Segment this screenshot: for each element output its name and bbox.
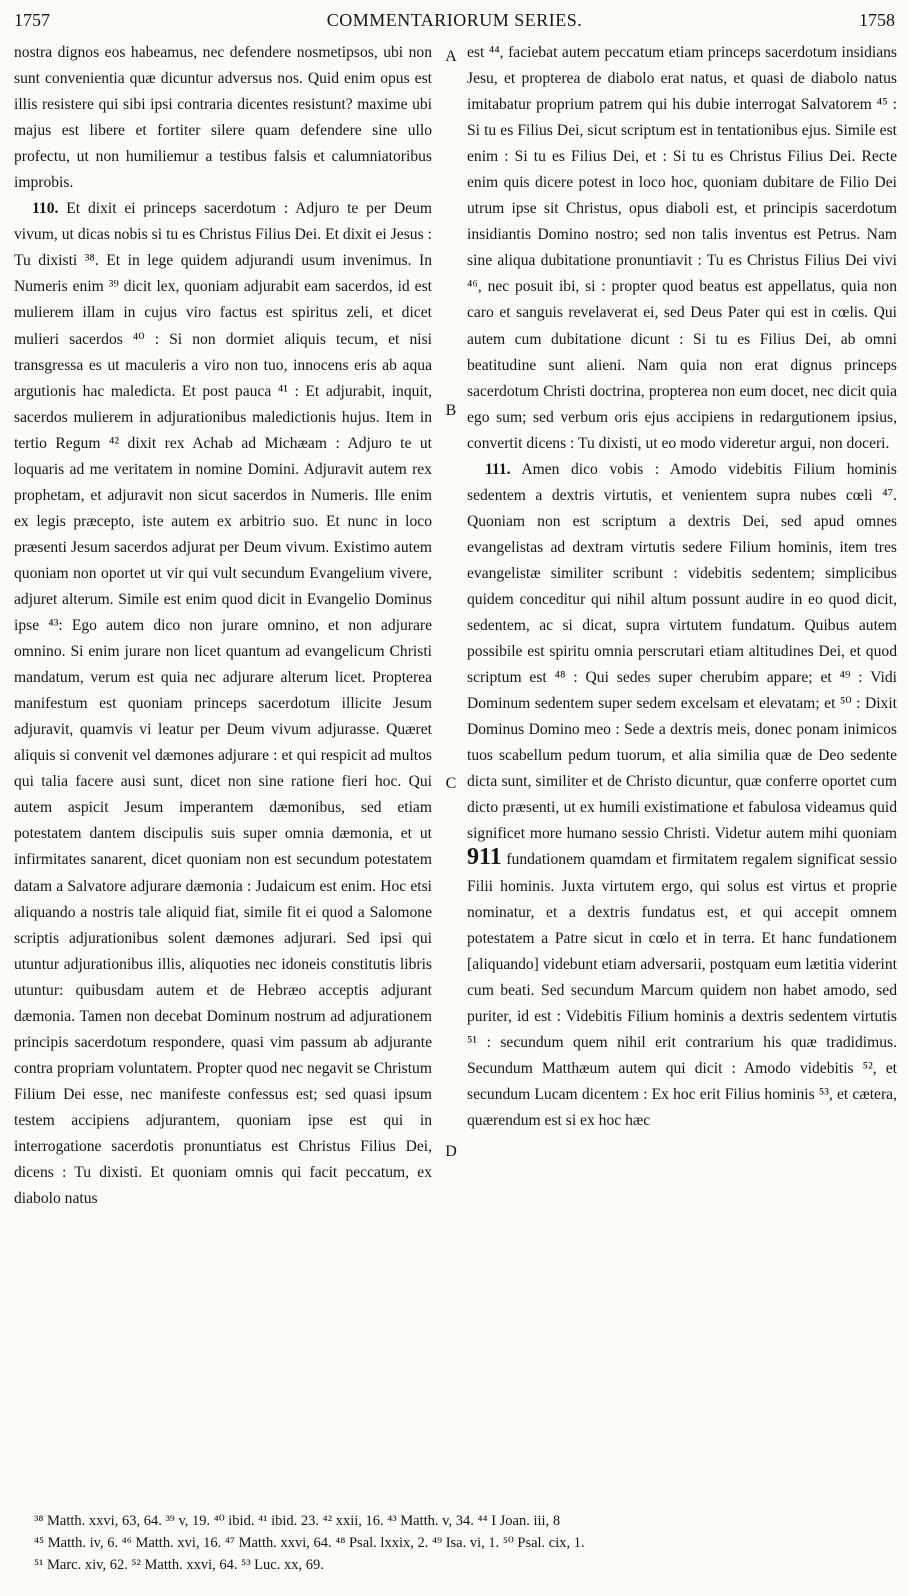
- running-title: COMMENTARIORUM SERIES.: [326, 9, 583, 30]
- margin-letter-d: D: [445, 1143, 457, 1160]
- running-header: [14, 6, 895, 34]
- left-column: [14, 40, 432, 1505]
- margin-letter-b: B: [445, 402, 457, 419]
- page-marker: 911: [467, 844, 502, 871]
- footnote-line: ⁴⁵ Matth. iv, 6. ⁴⁶ Matth. xvi, 16. ⁴⁷ Matth. xxvi, 64. ⁴⁸ Psal. lxxix, 2. ⁴⁹ Isa. vi, 1. ⁵⁰ Psal. cix, 1.: [34, 1535, 585, 1551]
- footnote-line: ⁵¹ Marc. xiv, 62. ⁵² Matth. xxvi, 64. ⁵³ Luc. xx, 69.: [34, 1557, 324, 1573]
- section-number: 110.: [32, 200, 59, 218]
- column-number-right: 1758: [859, 9, 895, 30]
- section-number: 111.: [485, 460, 511, 478]
- margin-letter-c: C: [445, 775, 457, 792]
- paragraph: est ⁴⁴, faciebat autem peccatum etiam princeps sacerdotum insidians Jesu, et propterea de diabolo erat natus, et quasi de diabolo natus imitabatur proprium patrem qui his dubie interrogat Salvatorem ⁴⁵ : Si tu es Filius Dei, sicut scriptum est in tentationibus ejus. Simile est enim : Si tu es Filius Dei, et : Si tu es Christus Filius Dei. Recte enim quis dicere potest in loco hoc, quoniam dubitare de Filio Dei utrum ipse sit Christus, opus diaboli est, et principis sacerdotum insidiantis Domino nostro; sed non talis inventus est Petrus. Nam sine aliqua dubitatione pronuntiavit : Tu es Christus Filius Dei vivi ⁴⁶, nec posuit ibi, si : propter quod beatus est appellatus, quia non caro et sanguis revelaverat ei, sed Deus Pater qui est in cœlis. Qui autem cum dubitatione dicunt : Si tu es Filius Dei, ab omni beatitudine sunt alieni. Nam quia non erat dignus princeps sacerdotum Christi doctrina, propterea non eum docet, nec dicit quia ego sum; sed verbum oris ejus accipiens in redargutionem ipsius, convertit dicens : Tu dixisti, ut eo modo videretur argui, non doceri.: [467, 44, 897, 452]
- paragraph-111: [467, 457, 897, 1134]
- paragraph-text: Et dixit ei princeps sacerdotum : Adjuro te per Deum vivum, ut dicas nobis si tu es Christus Filius Dei. Et dixit ei Jesus : Tu dixisti ³⁸. Et in lege quidem adjurandi usum invenimus. In Numeris enim ³⁹ dicit lex, quoniam adjurabit eam sacerdos, id est mulierem illam in cujus viro factus est spiritus zeli, et dicet mulieri sacerdos ⁴⁰ : Si non dormiet aliquis tecum, et nisi transgressa es ut maculeris a viro non tuo, innocens eris ab aqua argutionis hac maledicta. Et post pauca ⁴¹ : Et adjurabit, inquit, sacerdos mulierem in adjurationibus maledictionis hujus. Item in tertio Regum ⁴² dixit rex Achab ad Michæam : Adjuro te ut loquaris ad me veritatem in nomine Domini. Adjuravit autem rex prophetam, et adjuravit non sicut sacerdos in Numeris. Ille enim ex legis præcepto, iste autem ex arbitrio suo. Et nunc in loco præsenti Jesum sacerdos adjurat per Deum vivum. Existimo autem quoniam non oportet ut vir qui vult secundum Evangelium vivere, adjuret alterum. Simile est enim quod dicit in Evangelio Dominus ipse ⁴³: Ego autem dico non jurare omnino, et non adjurare omnino. Si enim jurare non licet quantum ad evangelicum Christi mandatum, verum est quia nec adjurare alterum licet. Propterea manifestum est quoniam princeps sacerdotum illicite Jesum adjuravit, quamvis vi leatur per Deum vivum adjurasse. Quæret aliquis si convenit vel dæmones adjurare : et qui respicit ad multos qui talia facere ausi sunt, dicet non sine ratione fieri hoc. Qui autem aspicit Jesum imperantem dæmonibus, sed etiam potestatem dantem discipulis suis super omnia dæmonia, et ut infirmitates sanarent, dicet quoniam non est secundum potestatem datam a Salvatore adjurare dæmonia : Judaicum est enim. Hoc etsi aliquando a nostris tale aliquid fiat, simile fit ei quod a Salomone scriptis adjurationibus solent dæmones adjurari. Sed ipsi qui utuntur adjurationibus illis, aliquoties nec idoneis constitutis libris utuntur: quibusdam autem et de Hebræo acceptis adjurant dæmonia. Tamen non decebat Dominum nostrum ad adjurationem principis sacerdotum respondere, quasi vim passum ab adjurante contra propriam voluntatem. Propter quod nec negavit se Christum Filium Dei esse, nec manifeste confessus est; sed quasi ipsum testem accipiens adjurantem, quoniam ipse est qui in interrogatione sacerdotis pronuntiatus est Christus Filius Dei, dicens : Tu dixisti. Et quoniam omnis qui facit peccatum, ex diabolo natus: [14, 200, 432, 1208]
- footnote-line: ³⁸ Matth. xxvi, 63, 64. ³⁹ v, 19. ⁴⁰ ibid. ⁴¹ ibid. 23. ⁴² xxii, 16. ⁴³ Matth. v, 34. ⁴⁴ I Joan. iii, 8: [34, 1513, 561, 1529]
- margin-letter-a: A: [445, 48, 457, 65]
- paragraph: nostra dignos eos habeamus, nec defendere nosmetipsos, ubi non sunt convenientia quæ dicuntur adversus nos. Quid enim opus est illis resistere qui sibi ipsi contraria dicentes resistunt? maxime ubi majus est libere et fortiter silere quam defendere sine ullo profectu, ut non humiliemur a testibus falsis et calumniatoribus improbis.: [14, 44, 432, 192]
- paragraph-text: Amen dico vobis : Amodo videbitis Filium hominis sedentem a dextris virtutis, et venientem supra nubes cœli ⁴⁷. Quoniam non est scriptum a dextris Dei, sed apud omnes evangelistas ad dextram virtutis sedere Filium hominis, item tres evangelistæ similiter scribunt : videbitis sedentem; simplicibus quidem conceditur qui nihil altum possunt audire in eo quod dicit, sedentem, ac si dicat, supra virtutem fundatum. Quibus autem possibile est spiritu omnia perscrutari etiam altitudines Dei, et quod scriptum est ⁴⁸ : Qui sedes super cherubim appare; et ⁴⁹ : Vidi Dominum sedentem super sedem excelsam et elevatam; et ⁵⁰ : Dixit Dominus Domino meo : Sede a dextris meis, donec ponam inimicos tuos scabellum pedum tuorum, et alia similia quæ de Deo sedente dicta sunt, similiter et de Christo dicuntur, quæ conferre oportet cum dicto præsenti, ut ex humili existimatione et fabulosa videamus quid significet more humano sessio Christi. Videtur autem mihi quoniam: [467, 460, 897, 843]
- paragraph-text-continued: fundationem quamdam et firmitatem regalem significat sessio Filii hominis. Juxta virtutem ergo, qui solus est virtus et proprie nominatur, et a dextris fundatus est, et qui accepit omnem potestatem a Patre sicut in cœlo et in terra. Et hanc fundationem [aliquando] videbunt etiam adversarii, postquam eum lætitia viderint cum beati. Sed secundum Marcum quidem non habet amodo, sed puriter, id est : Videbitis Filium hominis a dextris sedentem virtutis ⁵¹ : secundum quem nihil erit contrarium his quæ tradidimus. Secundum Matthæum autem qui dicit : Amodo videbitis ⁵², et secundum Lucam dicentem : Ex hoc erit Filius hominis ⁵³, et cætera, quærendum est si ex hoc hæc: [467, 851, 897, 1129]
- footnotes: [34, 1510, 889, 1576]
- column-number-left: 1757: [14, 9, 50, 30]
- paragraph-110: [14, 196, 432, 1212]
- right-column: [467, 40, 897, 1505]
